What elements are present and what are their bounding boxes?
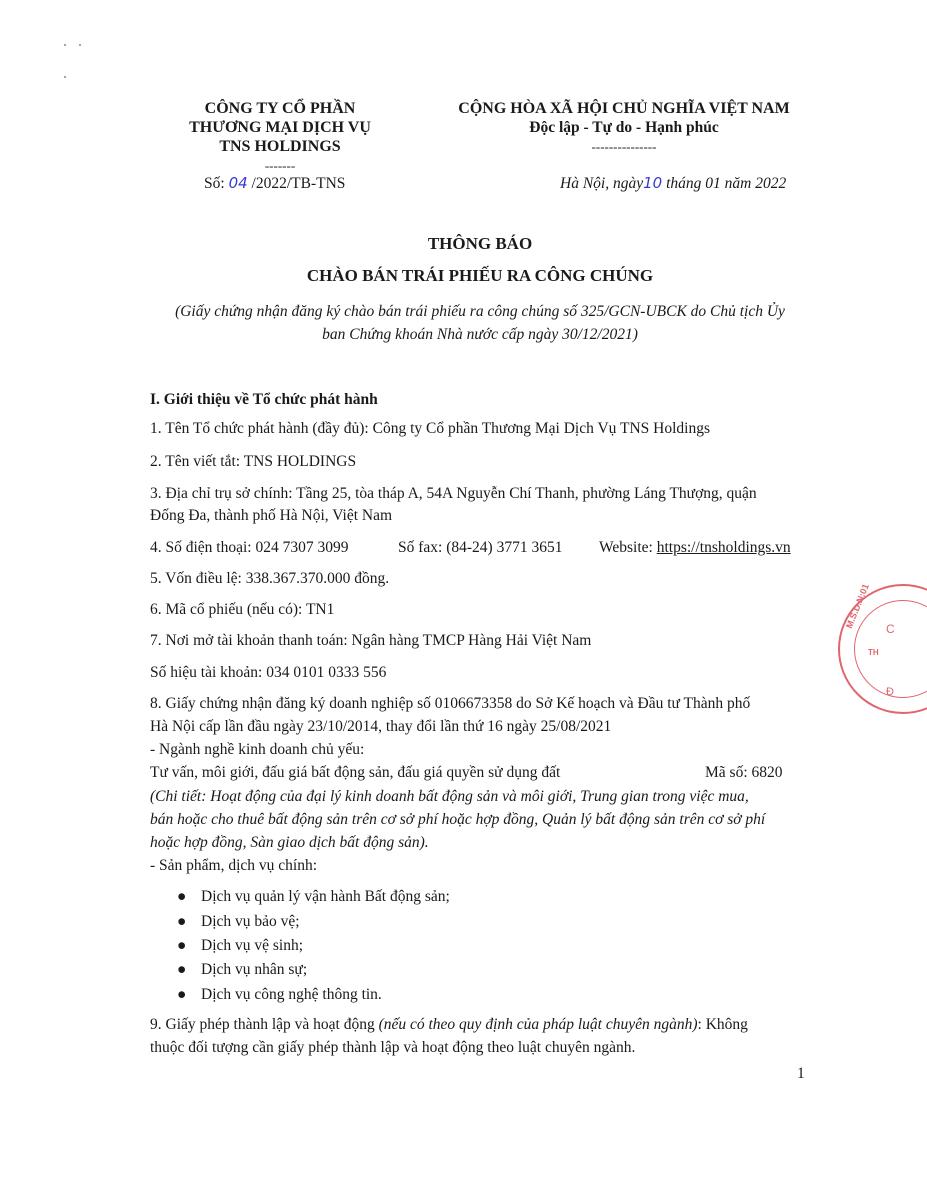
- business-label: - Ngành nghề kinh doanh chủ yếu:: [150, 741, 365, 758]
- seal-text-th: TH: [868, 648, 879, 657]
- certificate-note-line-1: (Giấy chứng nhận đăng ký chào bán trái phiếu ra công chúng số 325/GCN-UBCK do Chủ tịch Ủy: [175, 303, 785, 320]
- page-number: 1: [797, 1065, 805, 1082]
- item-bank: 7. Nơi mở tài khoản thanh toán: Ngân hàng TMCP Hàng Hải Việt Nam: [150, 632, 592, 649]
- license-suffix: : Không: [697, 1016, 748, 1033]
- item-address-line-1: 3. Địa chỉ trụ sở chính: Tầng 25, tòa tháp A, 54A Nguyễn Chí Thanh, phường Láng Thượng, quận: [150, 485, 757, 502]
- notice-heading: CHÀO BÁN TRÁI PHIẾU RA CÔNG CHÚNG: [306, 266, 654, 285]
- product-label: Dịch vụ quản lý vận hành Bất động sản;: [201, 888, 450, 905]
- document-number: [204, 173, 345, 194]
- bullet-icon: ●: [177, 913, 187, 930]
- company-line-2: THƯƠNG MẠI DỊCH VỤ: [189, 119, 371, 136]
- business-code: Mã số: 6820: [705, 764, 783, 781]
- scan-speck: [64, 76, 66, 78]
- business-detail-line-3: hoặc hợp đồng, Sàn giao dịch bất động sản).: [150, 834, 429, 851]
- document-date: [560, 173, 786, 194]
- scan-speck: [79, 44, 81, 46]
- bullet-icon: ●: [177, 961, 187, 978]
- item-charter-capital: 5. Vốn điều lệ: 338.367.370.000 đồng.: [150, 570, 390, 587]
- seal-arc-text: M.S.D.N:01: [844, 582, 871, 630]
- motto: Độc lập - Tự do - Hạnh phúc: [529, 119, 719, 136]
- item-website: [599, 537, 791, 558]
- license-prefix: 9. Giấy phép thành lập và hoạt động: [150, 1016, 375, 1033]
- date-prefix: Hà Nội, ngày: [560, 175, 644, 192]
- number-handwritten: 04: [228, 174, 248, 192]
- product-label: Dịch vụ công nghệ thông tin.: [201, 986, 382, 1003]
- item-fax: Số fax: (84-24) 3771 3651: [398, 539, 563, 556]
- certificate-note-line-2: ban Chứng khoán Nhà nước cấp ngày 30/12/2021): [322, 326, 638, 343]
- item-registration-line-2: Hà Nội cấp lần đầu ngày 23/10/2014, thay đổi lần thứ 16 ngày 25/08/2021: [150, 718, 612, 735]
- seal-inner-ring: [854, 600, 927, 698]
- date-suffix: tháng 01 năm 2022: [666, 175, 787, 192]
- motto-dash: ---------------: [591, 139, 657, 154]
- bullet-icon: ●: [177, 888, 187, 905]
- company-dash: -------: [264, 158, 296, 173]
- number-suffix: /2022/TB-TNS: [251, 175, 346, 192]
- list-item: [177, 886, 450, 907]
- date-handwritten: 10: [643, 174, 663, 192]
- item-account-number: Số hiệu tài khoản: 034 0101 0333 556: [150, 664, 387, 681]
- number-prefix: Số:: [204, 175, 225, 192]
- item-license-line-1: [150, 1014, 748, 1035]
- business-detail-line-1: (Chi tiết: Hoạt động của đại lý kinh doanh bất động sản và môi giới, Trung gian trong việc mua,: [150, 788, 749, 805]
- product-label: Dịch vụ nhân sự;: [201, 961, 308, 978]
- company-seal: [838, 584, 927, 714]
- business-main: Tư vấn, môi giới, đấu giá bất động sản, đấu giá quyền sử dụng đất: [150, 764, 561, 781]
- republic-title: CỘNG HÒA XÃ HỘI CHỦ NGHĨA VIỆT NAM: [458, 100, 790, 117]
- website-link[interactable]: https://tnsholdings.vn: [656, 539, 791, 556]
- products-label: - Sản phẩm, dịch vụ chính:: [150, 857, 318, 874]
- list-item: [177, 935, 304, 956]
- list-item: [177, 911, 300, 932]
- item-license-line-2: thuộc đối tượng cần giấy phép thành lập và hoạt động theo luật chuyên ngành.: [150, 1039, 636, 1056]
- notice-title: THÔNG BÁO: [427, 234, 533, 253]
- republic-block: [440, 99, 808, 154]
- product-label: Dịch vụ bảo vệ;: [201, 913, 300, 930]
- scan-speck: [64, 44, 66, 46]
- item-stock-code: 6. Mã cổ phiếu (nếu có): TN1: [150, 601, 335, 618]
- item-full-name: 1. Tên Tổ chức phát hành (đầy đủ): Công ty Cổ phần Thương Mại Dịch Vụ TNS Holdings: [150, 420, 710, 437]
- seal-text-d: Đ: [886, 686, 894, 698]
- seal-text-c: C: [886, 622, 895, 636]
- company-name-block: [180, 99, 380, 173]
- business-detail-line-2: bán hoặc cho thuê bất động sản trên cơ sở phí hoặc hợp đồng, Quản lý bất động sản trên cơ sở phí: [150, 811, 766, 828]
- list-item: [177, 984, 382, 1005]
- website-label: Website:: [599, 539, 653, 556]
- item-phone: 4. Số điện thoại: 024 7307 3099: [150, 539, 349, 556]
- license-italic: (nếu có theo quy định của pháp luật chuyên ngành): [378, 1016, 698, 1033]
- company-line-3: TNS HOLDINGS: [219, 138, 341, 155]
- bullet-icon: ●: [177, 937, 187, 954]
- item-address-line-2: Đống Đa, thành phố Hà Nội, Việt Nam: [150, 507, 393, 524]
- list-item: [177, 959, 308, 980]
- section-heading: I. Giới thiệu về Tổ chức phát hành: [150, 391, 378, 408]
- item-short-name: 2. Tên viết tắt: TNS HOLDINGS: [150, 453, 357, 470]
- company-line-1: CÔNG TY CỔ PHẦN: [204, 100, 356, 117]
- item-registration-line-1: 8. Giấy chứng nhận đăng ký doanh nghiệp số 0106673358 do Sở Kế hoạch và Đầu tư Thành phố: [150, 695, 751, 712]
- product-label: Dịch vụ vệ sinh;: [201, 937, 304, 954]
- bullet-icon: ●: [177, 986, 187, 1003]
